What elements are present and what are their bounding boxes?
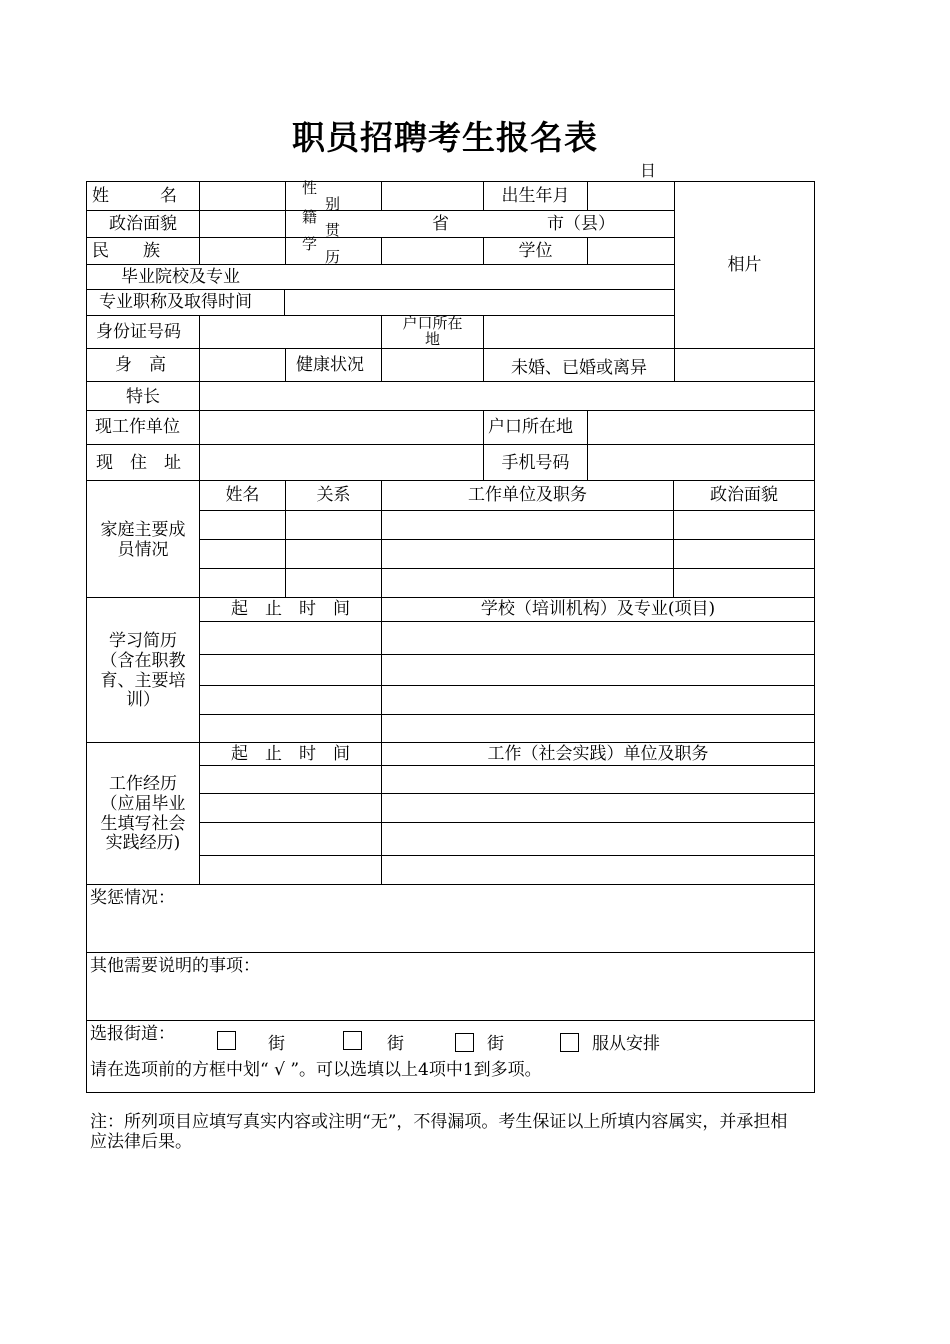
current-address-label: 现 住 址 xyxy=(96,453,181,473)
row-line xyxy=(86,348,815,349)
birth-label: 出生年月 xyxy=(501,186,570,206)
work-section-label: （应届毕业 xyxy=(100,794,186,814)
current-employer-label: 现工作单位 xyxy=(95,417,180,437)
native-label-top: 籍 xyxy=(302,208,318,226)
work-section-label: 生填写社会 xyxy=(100,814,186,834)
photo-col-line xyxy=(674,181,675,381)
row-line xyxy=(86,597,815,598)
row-line xyxy=(86,742,815,743)
col-line xyxy=(285,348,286,381)
row-line xyxy=(199,654,815,655)
study-section-label: 训） xyxy=(126,690,160,710)
street-option-checkbox[interactable] xyxy=(217,1031,236,1050)
study-section-label: 学习简历 xyxy=(109,631,177,651)
street-select-label: 选报街道： xyxy=(90,1024,175,1044)
col-line xyxy=(284,289,285,316)
table-border-right xyxy=(814,181,815,1093)
gender-label-bottom: 别 xyxy=(325,195,341,213)
row-line xyxy=(86,381,815,382)
row-line xyxy=(86,480,815,481)
table-border-bottom xyxy=(86,1092,815,1093)
row-line xyxy=(199,714,815,715)
col-line xyxy=(381,237,382,265)
family-header-political: 政治面貌 xyxy=(710,485,778,505)
obey-arrangement-checkbox[interactable] xyxy=(560,1033,579,1052)
ethnic-label: 民 族 xyxy=(92,241,160,261)
row-line xyxy=(86,410,815,411)
study-section-label: （含在职教 xyxy=(100,651,186,671)
street-option-checkbox[interactable] xyxy=(343,1031,362,1050)
col-line xyxy=(199,315,200,381)
family-header-name: 姓名 xyxy=(225,485,260,505)
work-col-time: 起 止 时 间 xyxy=(231,744,350,764)
hukou-label-top: 户口所在 xyxy=(402,314,463,332)
row-line xyxy=(86,1020,815,1021)
row-line xyxy=(86,237,674,238)
street-option-label: 街 xyxy=(268,1034,285,1054)
row-line xyxy=(86,264,674,265)
gender-label-top: 性 xyxy=(302,179,318,197)
political-label: 政治面貌 xyxy=(109,214,177,234)
row-line xyxy=(199,793,815,794)
hukou-label-bottom: 地 xyxy=(424,330,440,348)
work-section-label: 工作经历 xyxy=(109,774,177,794)
health-label: 健康状况 xyxy=(296,355,364,375)
row-line xyxy=(199,822,815,823)
skills-label: 特长 xyxy=(126,387,160,407)
row-line xyxy=(199,539,815,540)
row-line xyxy=(86,210,674,211)
professional-title-label: 专业职称及取得时间 xyxy=(99,292,252,312)
row-line xyxy=(86,289,674,290)
work-col-unit: 工作（社会实践）单位及职务 xyxy=(487,744,709,764)
study-col-school: 学校（培训机构）及专业(项目) xyxy=(480,599,716,619)
education-label-bottom: 历 xyxy=(325,248,341,266)
col-line xyxy=(381,181,382,211)
footnote: 注：所列项目应填写真实内容或注明“无”，不得漏项。考生保证以上所填内容属实，并承担相应法律后果。 xyxy=(90,1112,788,1152)
col-line xyxy=(381,480,382,885)
row-line xyxy=(199,568,815,569)
study-col-time: 起 止 时 间 xyxy=(231,599,350,619)
family-header-employer: 工作单位及职务 xyxy=(468,485,587,505)
height-label: 身 高 xyxy=(115,355,166,375)
col-line xyxy=(199,381,200,481)
family-header-relation: 关系 xyxy=(316,485,351,505)
id-number-label: 身份证号码 xyxy=(96,322,181,342)
street-option-checkbox[interactable] xyxy=(455,1033,474,1052)
row-line xyxy=(199,855,815,856)
form-title: 职员招聘考生报名表 xyxy=(292,118,598,157)
street-instruction: 请在选项前的方框中划“ √ ”。可以选填以上4项中1到多项。 xyxy=(90,1060,542,1080)
row-line xyxy=(199,510,815,511)
col-line xyxy=(587,181,588,211)
row-line xyxy=(86,444,815,445)
family-section-label-1: 家庭主要成 xyxy=(100,520,186,540)
city-label: 市（县） xyxy=(547,214,615,234)
row-line xyxy=(199,621,815,622)
row-line xyxy=(199,685,815,686)
row-line xyxy=(86,952,815,953)
family-section-label-2: 员情况 xyxy=(117,540,169,560)
work-section-label: 实践经历) xyxy=(105,833,181,853)
hukou-location-label: 户口所在地 xyxy=(488,417,573,437)
row-line xyxy=(86,315,674,316)
name-label: 姓 名 xyxy=(92,186,177,206)
marital-status-label: 未婚、已婚或离异 xyxy=(511,358,647,378)
awards-label: 奖惩情况： xyxy=(90,888,175,908)
row-line xyxy=(199,765,815,766)
street-option-label: 街 xyxy=(387,1034,404,1054)
col-line xyxy=(285,181,286,265)
col-line xyxy=(587,237,588,265)
table-border-top xyxy=(86,181,815,182)
street-option-label: 街 xyxy=(487,1034,504,1054)
mobile-label: 手机号码 xyxy=(501,453,570,473)
native-label-bottom: 贯 xyxy=(325,221,341,239)
row-line xyxy=(86,884,815,885)
study-section-label: 育、主要培 xyxy=(100,671,186,691)
col-line xyxy=(199,181,200,265)
date-fragment: 日 xyxy=(640,161,657,180)
education-label-top: 学 xyxy=(302,235,318,253)
col-line xyxy=(199,480,200,885)
col-line xyxy=(587,410,588,480)
photo-placeholder: 相片 xyxy=(727,255,762,275)
other-notes-label: 其他需要说明的事项： xyxy=(90,956,260,976)
obey-arrangement-label: 服从安排 xyxy=(592,1034,660,1054)
degree-label: 学位 xyxy=(518,241,553,261)
province-label: 省 xyxy=(432,214,449,234)
school-major-label: 毕业院校及专业 xyxy=(121,267,240,287)
